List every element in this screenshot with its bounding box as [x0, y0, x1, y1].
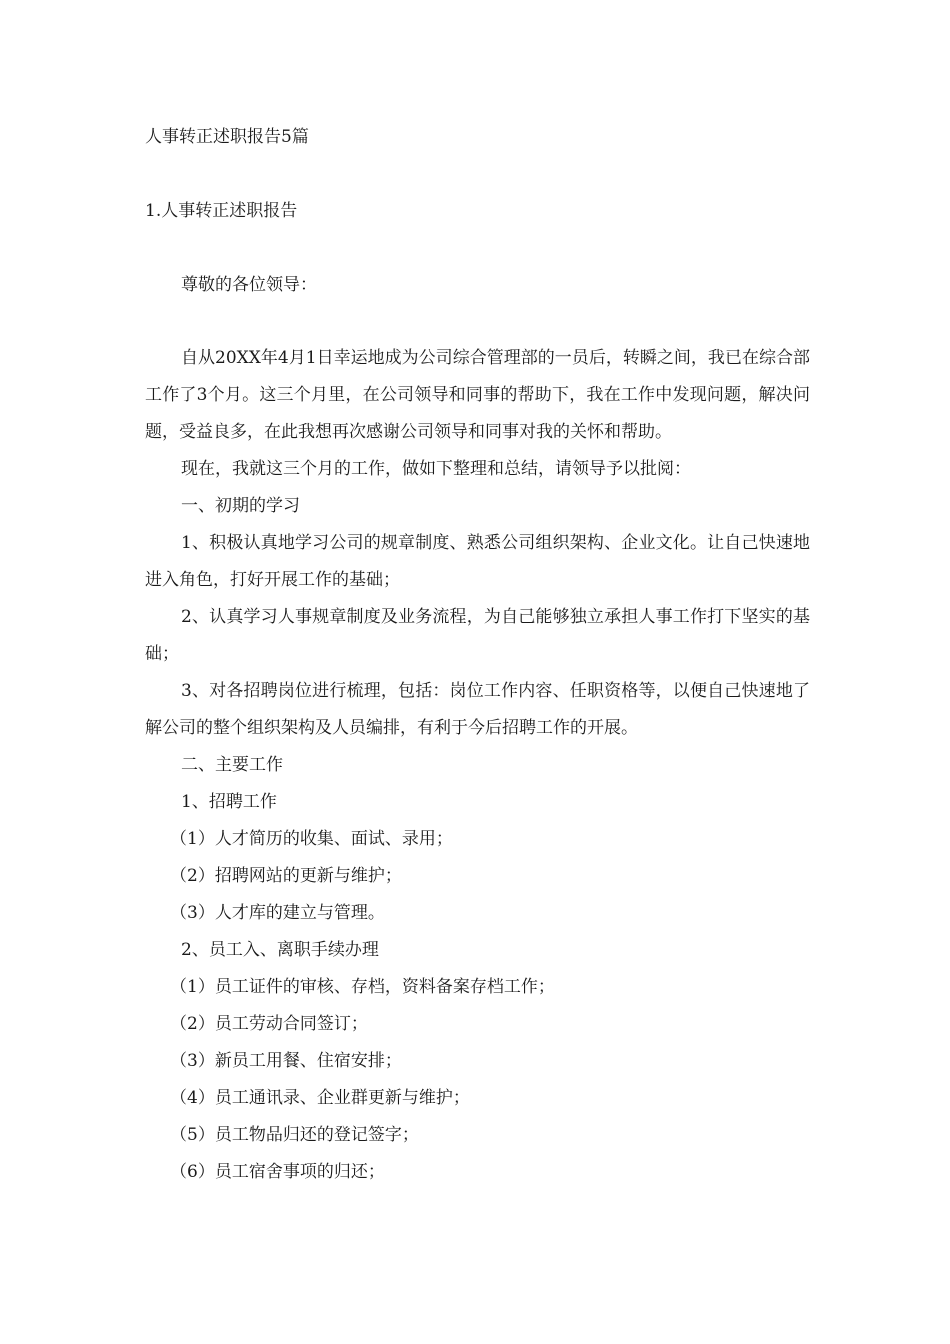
paragraph: 一、初期的学习 — [181, 496, 300, 516]
section-heading: 1.人事转正述职报告 — [145, 201, 298, 221]
list-item: （1）员工证件的审核、存档，资料备案存档工作； — [170, 977, 555, 997]
paragraph: 二、主要工作 — [181, 755, 283, 775]
list-item: （3）人才库的建立与管理。 — [170, 903, 385, 923]
paragraph: 1、招聘工作 — [181, 792, 277, 812]
paragraph: 自从20XX年4月1日幸运地成为公司综合管理部的一员后，转瞬之间，我已在综合部工作了3个月。这三个月里，在公司领导和同事的帮助下，我在工作中发现问题，解决问题，受益良多，在此我想再次感谢公司领导和同事对我的关怀和帮助。 — [145, 348, 810, 442]
list-item: （1）人才简历的收集、面试、录用； — [170, 829, 453, 849]
list-item: （3）新员工用餐、住宿安排； — [170, 1051, 402, 1071]
paragraph: 1、积极认真地学习公司的规章制度、熟悉公司组织架构、企业文化。让自己快速地进入角色，打好开展工作的基础； — [145, 533, 810, 590]
list-item: （5）员工物品归还的登记签字； — [170, 1125, 419, 1145]
paragraph: 2、认真学习人事规章制度及业务流程，为自己能够独立承担人事工作打下坚实的基础； — [145, 607, 810, 664]
list-item: （6）员工宿舍事项的归还； — [170, 1162, 385, 1182]
list-item: （4）员工通讯录、企业群更新与维护； — [170, 1088, 470, 1108]
list-item: （2）员工劳动合同签订； — [170, 1014, 368, 1034]
list-item: （2）招聘网站的更新与维护； — [170, 866, 402, 886]
paragraph: 3、对各招聘岗位进行梳理，包括：岗位工作内容、任职资格等，以便自己快速地了解公司的整个组织架构及人员编排，有利于今后招聘工作的开展。 — [145, 681, 810, 738]
paragraph: 现在，我就这三个月的工作，做如下整理和总结，请领导予以批阅： — [181, 459, 691, 479]
document-title: 人事转正述职报告5篇 — [145, 127, 309, 147]
paragraph: 2、员工入、离职手续办理 — [181, 940, 379, 960]
salutation: 尊敬的各位领导： — [181, 275, 317, 295]
body-text — [145, 340, 810, 1191]
